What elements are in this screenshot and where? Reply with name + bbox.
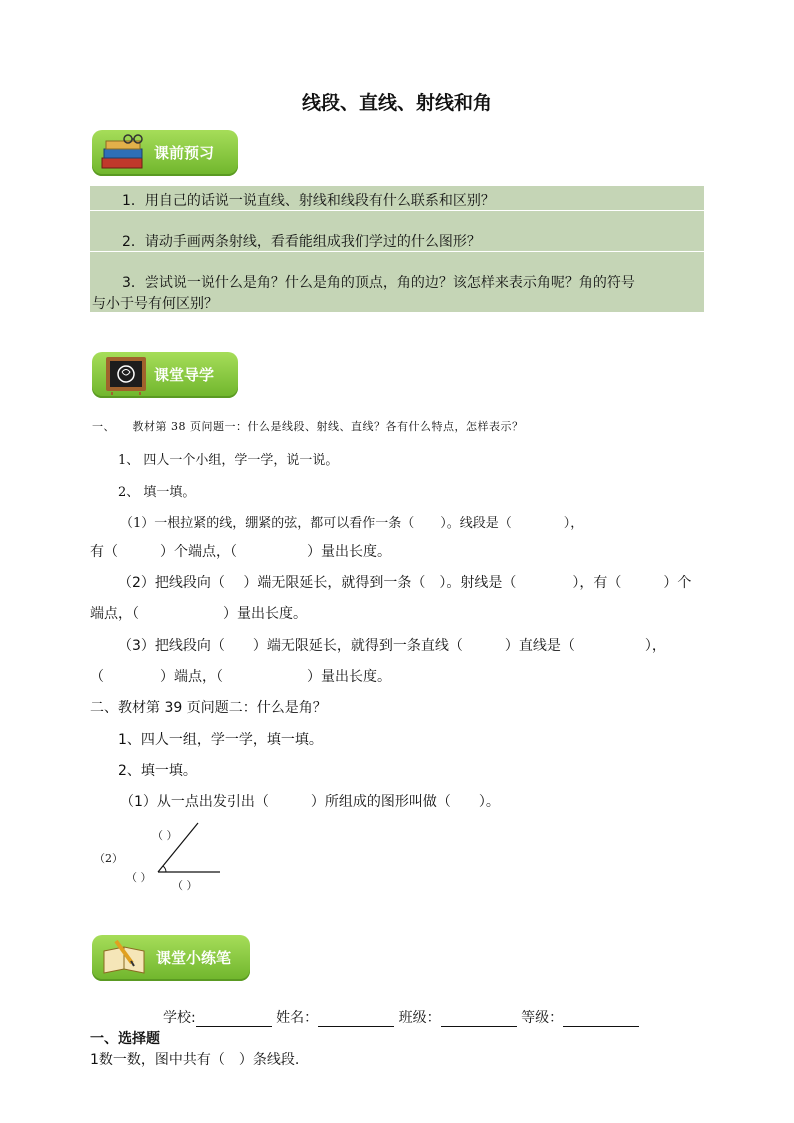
- angle-label-vertex: （ ）: [126, 871, 152, 884]
- name-label: 姓名：: [276, 1010, 319, 1026]
- school-field[interactable]: [196, 1012, 272, 1027]
- section-label-practice: 课堂小练笔: [156, 949, 232, 967]
- practice-heading: 一、选择题: [90, 1031, 160, 1047]
- guide-fill1-line2: 有（ ）个端点，（ ）量出长度。: [90, 544, 391, 560]
- guide-part1-title: 一、 教材第 38 页问题一：什么是线段、射线、直线？各有什么特点，怎样表示？: [92, 420, 524, 433]
- student-info-line: [163, 1007, 639, 1027]
- preview-question-3-cont: 与小于号有何区别？: [92, 296, 218, 312]
- guide-part2-title: 二、教材第 39 页问题二：什么是角？: [90, 700, 327, 716]
- section-badge-practice: [92, 935, 250, 981]
- class-field[interactable]: [441, 1012, 517, 1027]
- guide-fill2-line2: 端点，（ ）量出长度。: [90, 606, 307, 622]
- guide-part1-item2: 2、 填一填。: [118, 485, 196, 500]
- preview-question-3: 3．尝试说一说什么是角？什么是角的顶点，角的边？该怎样来表示角呢？角的符号: [122, 275, 635, 291]
- section-badge-guide: [92, 352, 238, 398]
- preview-questions-box: [90, 186, 704, 312]
- angle-arc: [163, 866, 166, 872]
- notebook-pencil-icon: [98, 937, 150, 979]
- practice-question-1: 1数一数，图中共有（ ）条线段.: [90, 1052, 300, 1068]
- guide-fill3-line1: （3）把线段向（ ）端无限延长，就得到一条直线（ ）直线是（ ），: [118, 638, 666, 654]
- chalkboard-icon: [98, 354, 150, 396]
- guide-part2-fill1: （1）从一点出发引出（ ）所组成的图形叫做（ ）。: [120, 794, 500, 810]
- angle-label-bottom: （ ）: [172, 879, 198, 892]
- name-field[interactable]: [318, 1012, 394, 1027]
- guide-fill3-line2: （ ）端点，（ ）量出长度。: [90, 669, 391, 685]
- section-label-preview: 课前预习: [154, 144, 215, 162]
- guide-part2-item2: 2、填一填。: [118, 763, 197, 779]
- guide-part1-item1: 1、 四人一个小组，学一学，说一说。: [118, 453, 339, 468]
- grade-field[interactable]: [563, 1012, 639, 1027]
- preview-question-2: 2．请动手画两条射线，看看能组成我们学过的什么图形？: [122, 234, 481, 250]
- school-label: 学校:: [163, 1010, 196, 1026]
- section-label-guide: 课堂导学: [154, 366, 215, 384]
- guide-fill2-line1: （2）把线段向（ ）端无限延长，就得到一条（ ）。射线是（ ），有（ ）个: [118, 575, 692, 591]
- guide-part2-item1: 1、四人一组，学一学，填一填。: [118, 732, 323, 748]
- guide-part2-fill2: （2）: [94, 852, 123, 865]
- grade-label: 等级：: [521, 1010, 564, 1026]
- books-icon: [98, 132, 150, 174]
- section-badge-preview: [92, 130, 238, 176]
- class-label: 班级：: [398, 1010, 441, 1026]
- guide-fill1-line1: （1）一根拉紧的线，绷紧的弦，都可以看作一条（ ）。线段是（ ），: [120, 516, 584, 531]
- page-title: 线段、直线、射线和角: [301, 92, 492, 114]
- angle-label-top: （ ）: [152, 829, 178, 842]
- preview-question-1: 1．用自己的话说一说直线、射线和线段有什么联系和区别？: [122, 193, 495, 209]
